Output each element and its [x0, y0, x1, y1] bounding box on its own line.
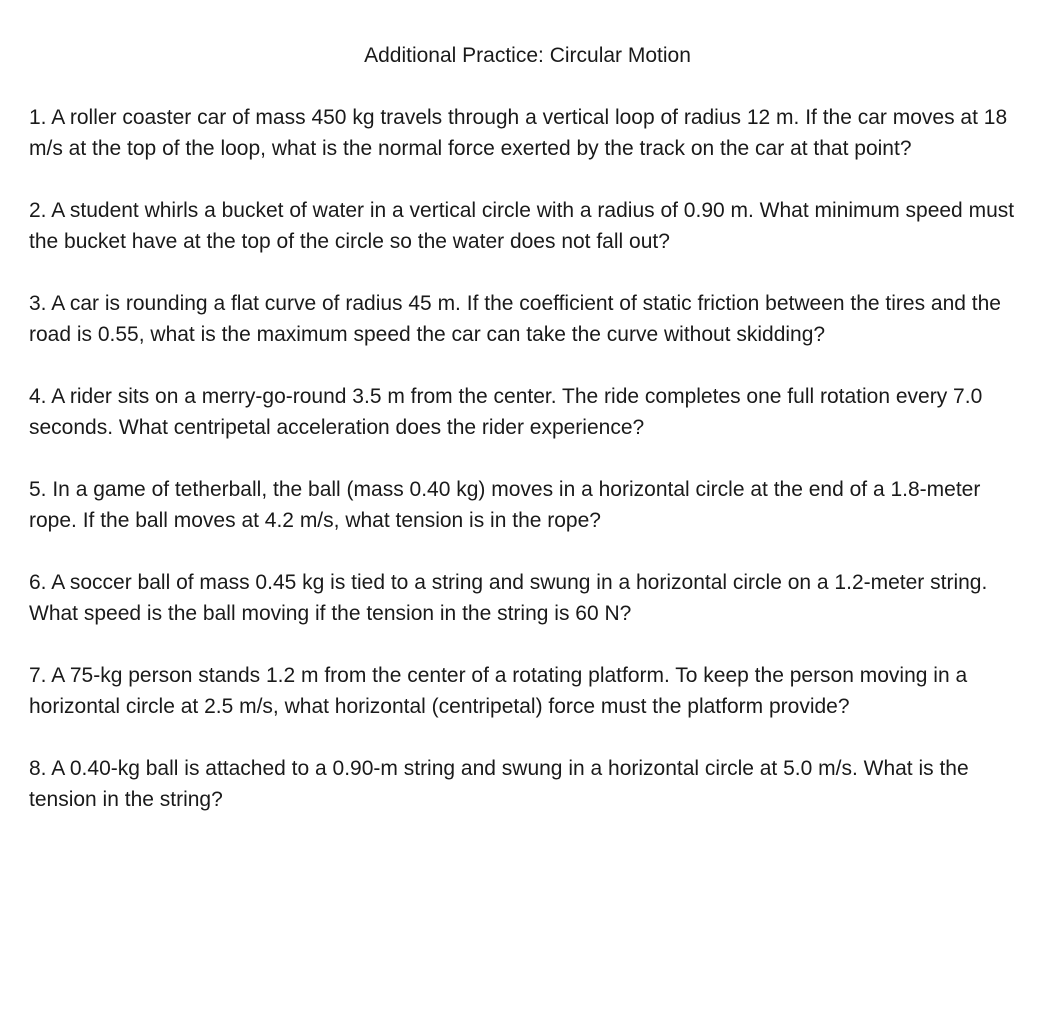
question-1: 1. A roller coaster car of mass 450 kg travels through a vertical loop of radius 12 m. If the car moves at 18 m/s at the top of the loop, what is the normal force exerted by the track on the car at that point?	[29, 106, 1008, 160]
question-8: 8. A 0.40-kg ball is attached to a 0.90-m string and swung in a horizontal circle at 5.0 m/s. What is the tension in the string?	[29, 757, 969, 811]
question-6: 6. A soccer ball of mass 0.45 kg is tied to a string and swung in a horizontal circle on a 1.2-meter string. What speed is the ball moving if the tension in the string is 60 N?	[29, 571, 988, 625]
question-3: 3. A car is rounding a flat curve of radius 45 m. If the coefficient of static friction between the tires and the road is 0.55, what is the maximum speed the car can take the curve without skidding?	[29, 292, 1001, 346]
question-4: 4. A rider sits on a merry-go-round 3.5 m from the center. The ride completes one full rotation every 7.0 seconds. What centripetal acceleration does the rider experience?	[29, 385, 983, 439]
question-7: 7. A 75-kg person stands 1.2 m from the center of a rotating platform. To keep the person moving in a horizontal circle at 2.5 m/s, what horizontal (centripetal) force must the platform provide?	[29, 664, 968, 718]
question-5: 5. In a game of tetherball, the ball (mass 0.40 kg) moves in a horizontal circle at the end of a 1.8-meter rope. If the ball moves at 4.2 m/s, what tension is in the rope?	[29, 478, 981, 532]
document-title: Additional Practice: Circular Motion	[364, 44, 691, 67]
question-2: 2. A student whirls a bucket of water in a vertical circle with a radius of 0.90 m. What minimum speed must the bucket have at the top of the circle so the water does not fall out?	[29, 199, 1015, 253]
question-list	[29, 102, 1029, 846]
